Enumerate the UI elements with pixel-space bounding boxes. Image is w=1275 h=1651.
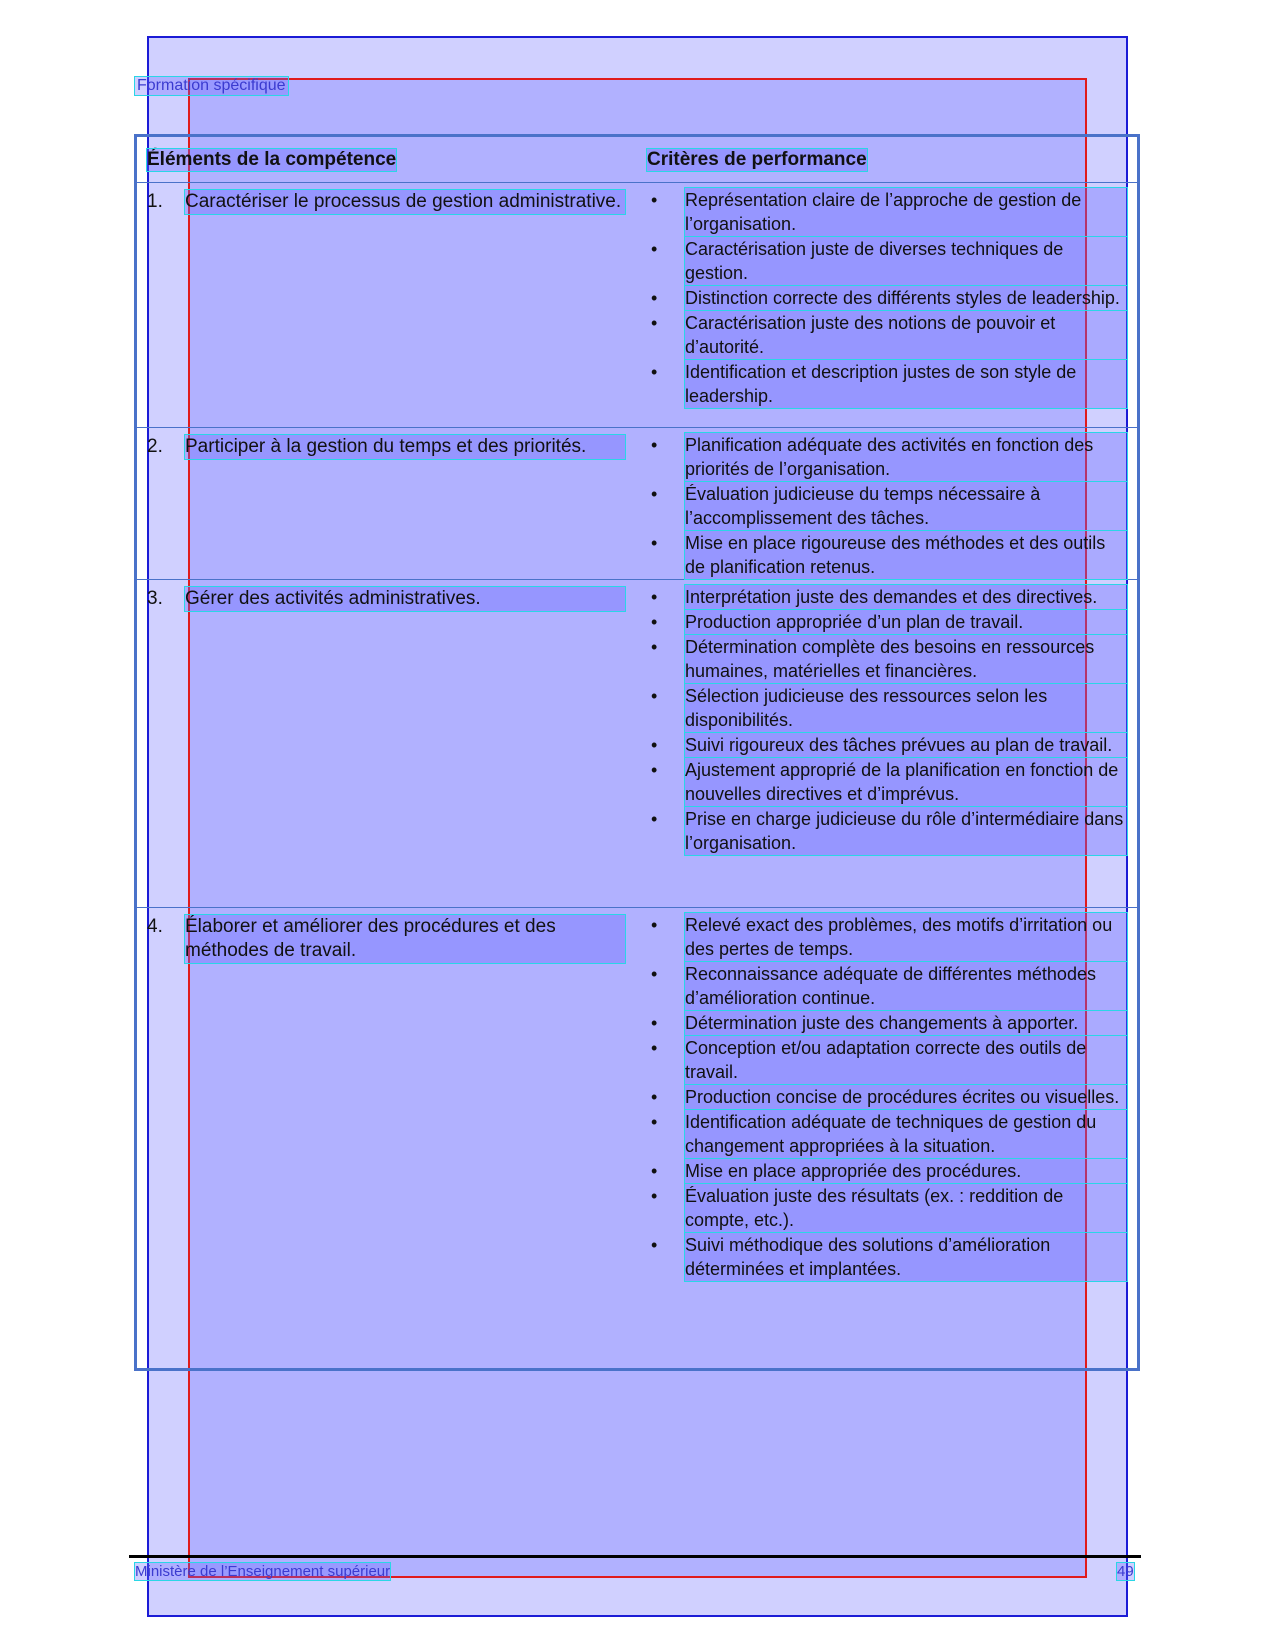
list-item: [647, 1011, 1127, 1035]
element-number: 3.: [147, 588, 163, 609]
bullet-icon: •: [651, 239, 658, 259]
element-number: 1.: [147, 191, 163, 212]
criterion-text: Évaluation juste des résultats (ex. : reddition de compte, etc.).: [685, 1184, 1127, 1232]
list-item: [647, 1184, 1127, 1232]
bullet-icon: •: [651, 735, 658, 755]
list-item: [647, 531, 1127, 579]
list-item: [647, 1110, 1127, 1158]
list-item: [647, 962, 1127, 1010]
bullet-icon: •: [651, 1186, 658, 1206]
bullet-icon: •: [651, 1038, 658, 1058]
bullet-icon: •: [651, 484, 658, 504]
list-item: [647, 1233, 1127, 1281]
element-text: Caractériser le processus de gestion administrative.: [185, 190, 625, 214]
bullet-icon: •: [651, 313, 658, 333]
criterion-text: Détermination complète des besoins en ressources humaines, matérielles et financières.: [685, 635, 1127, 683]
running-header: Formation spécifique: [137, 77, 286, 94]
list-item: [647, 585, 1127, 609]
element-text: Élaborer et améliorer des procédures et des méthodes de travail.: [185, 915, 625, 963]
bullet-icon: •: [651, 1013, 658, 1033]
list-item: [647, 807, 1127, 855]
criterion-text: Prise en charge judicieuse du rôle d’intermédiaire dans l’organisation.: [685, 807, 1127, 855]
list-item: [647, 913, 1127, 961]
criterion-text: Distinction correcte des différents styles de leadership.: [685, 286, 1127, 310]
table-row: [137, 907, 1137, 1362]
bullet-icon: •: [651, 964, 658, 984]
list-item: [647, 610, 1127, 634]
bullet-icon: •: [651, 637, 658, 657]
bullet-icon: •: [651, 1087, 658, 1107]
list-item: [647, 758, 1127, 806]
list-item: [647, 733, 1127, 757]
competence-table: [134, 134, 1140, 1371]
criterion-text: Identification et description justes de son style de leadership.: [685, 360, 1127, 408]
criteria-cell: [647, 433, 1127, 580]
bullet-icon: •: [651, 686, 658, 706]
table-row: [137, 427, 1137, 580]
bullet-icon: •: [651, 288, 658, 308]
list-item: [647, 684, 1127, 732]
criterion-text: Mise en place rigoureuse des méthodes et des outils de planification retenus.: [685, 531, 1127, 579]
criterion-text: Relevé exact des problèmes, des motifs d’irritation ou des pertes de temps.: [685, 913, 1127, 961]
criterion-text: Caractérisation juste de diverses techniques de gestion.: [685, 237, 1127, 285]
criterion-text: Reconnaissance adéquate de différentes méthodes d’amélioration continue.: [685, 962, 1127, 1010]
bullet-icon: •: [651, 587, 658, 607]
criterion-text: Caractérisation juste des notions de pouvoir et d’autorité.: [685, 311, 1127, 359]
criterion-text: Mise en place appropriée des procédures.: [685, 1159, 1127, 1183]
bullet-icon: •: [651, 435, 658, 455]
list-item: [647, 286, 1127, 310]
column-title-elements: Éléments de la compétence: [147, 149, 397, 170]
element-number: 4.: [147, 916, 163, 937]
criterion-text: Suivi méthodique des solutions d’amélioration déterminées et implantées.: [685, 1233, 1127, 1281]
criterion-text: Évaluation judicieuse du temps nécessaire à l’accomplissement des tâches.: [685, 482, 1127, 530]
criteria-cell: [647, 585, 1127, 856]
table-row: [137, 579, 1137, 908]
criterion-text: Détermination juste des changements à apporter.: [685, 1011, 1127, 1035]
element-text: Participer à la gestion du temps et des priorités.: [185, 435, 625, 459]
list-item: [647, 360, 1127, 408]
footer-rule: [129, 1555, 1141, 1558]
bullet-icon: •: [651, 190, 658, 210]
list-item: [647, 1085, 1127, 1109]
table-header-row: [137, 137, 1137, 183]
bullet-icon: •: [651, 809, 658, 829]
criterion-text: Conception et/ou adaptation correcte des outils de travail.: [685, 1036, 1127, 1084]
criterion-text: Production appropriée d’un plan de travail.: [685, 610, 1127, 634]
list-item: [647, 635, 1127, 683]
criterion-text: Interprétation juste des demandes et des directives.: [685, 585, 1127, 609]
criterion-text: Ajustement approprié de la planification en fonction de nouvelles directives et d’imprévus.: [685, 758, 1127, 806]
bullet-icon: •: [651, 760, 658, 780]
table-row: [137, 182, 1137, 428]
bullet-icon: •: [651, 1235, 658, 1255]
bullet-icon: •: [651, 1161, 658, 1181]
bullet-icon: •: [651, 362, 658, 382]
element-number: 2.: [147, 436, 163, 457]
criterion-text: Sélection judicieuse des ressources selon les disponibilités.: [685, 684, 1127, 732]
bullet-icon: •: [651, 533, 658, 553]
list-item: [647, 482, 1127, 530]
criterion-text: Représentation claire de l’approche de gestion de l’organisation.: [685, 188, 1127, 236]
criterion-text: Planification adéquate des activités en fonction des priorités de l’organisation.: [685, 433, 1127, 481]
criteria-cell: [647, 913, 1127, 1282]
bullet-icon: •: [651, 915, 658, 935]
list-item: [647, 188, 1127, 236]
criteria-cell: [647, 188, 1127, 409]
criterion-text: Identification adéquate de techniques de gestion du changement appropriées à la situation.: [685, 1110, 1127, 1158]
list-item: [647, 237, 1127, 285]
list-item: [647, 1159, 1127, 1183]
page-number: 49: [1117, 1563, 1134, 1580]
list-item: [647, 1036, 1127, 1084]
criterion-text: Suivi rigoureux des tâches prévues au plan de travail.: [685, 733, 1127, 757]
element-text: Gérer des activités administratives.: [185, 587, 625, 611]
criterion-text: Production concise de procédures écrites ou visuelles.: [685, 1085, 1127, 1109]
list-item: [647, 433, 1127, 481]
bullet-icon: •: [651, 1112, 658, 1132]
footer-ministry: Ministère de l’Enseignement supérieur: [135, 1563, 391, 1580]
list-item: [647, 311, 1127, 359]
bullet-icon: •: [651, 612, 658, 632]
column-title-criteria: Critères de performance: [647, 149, 867, 170]
